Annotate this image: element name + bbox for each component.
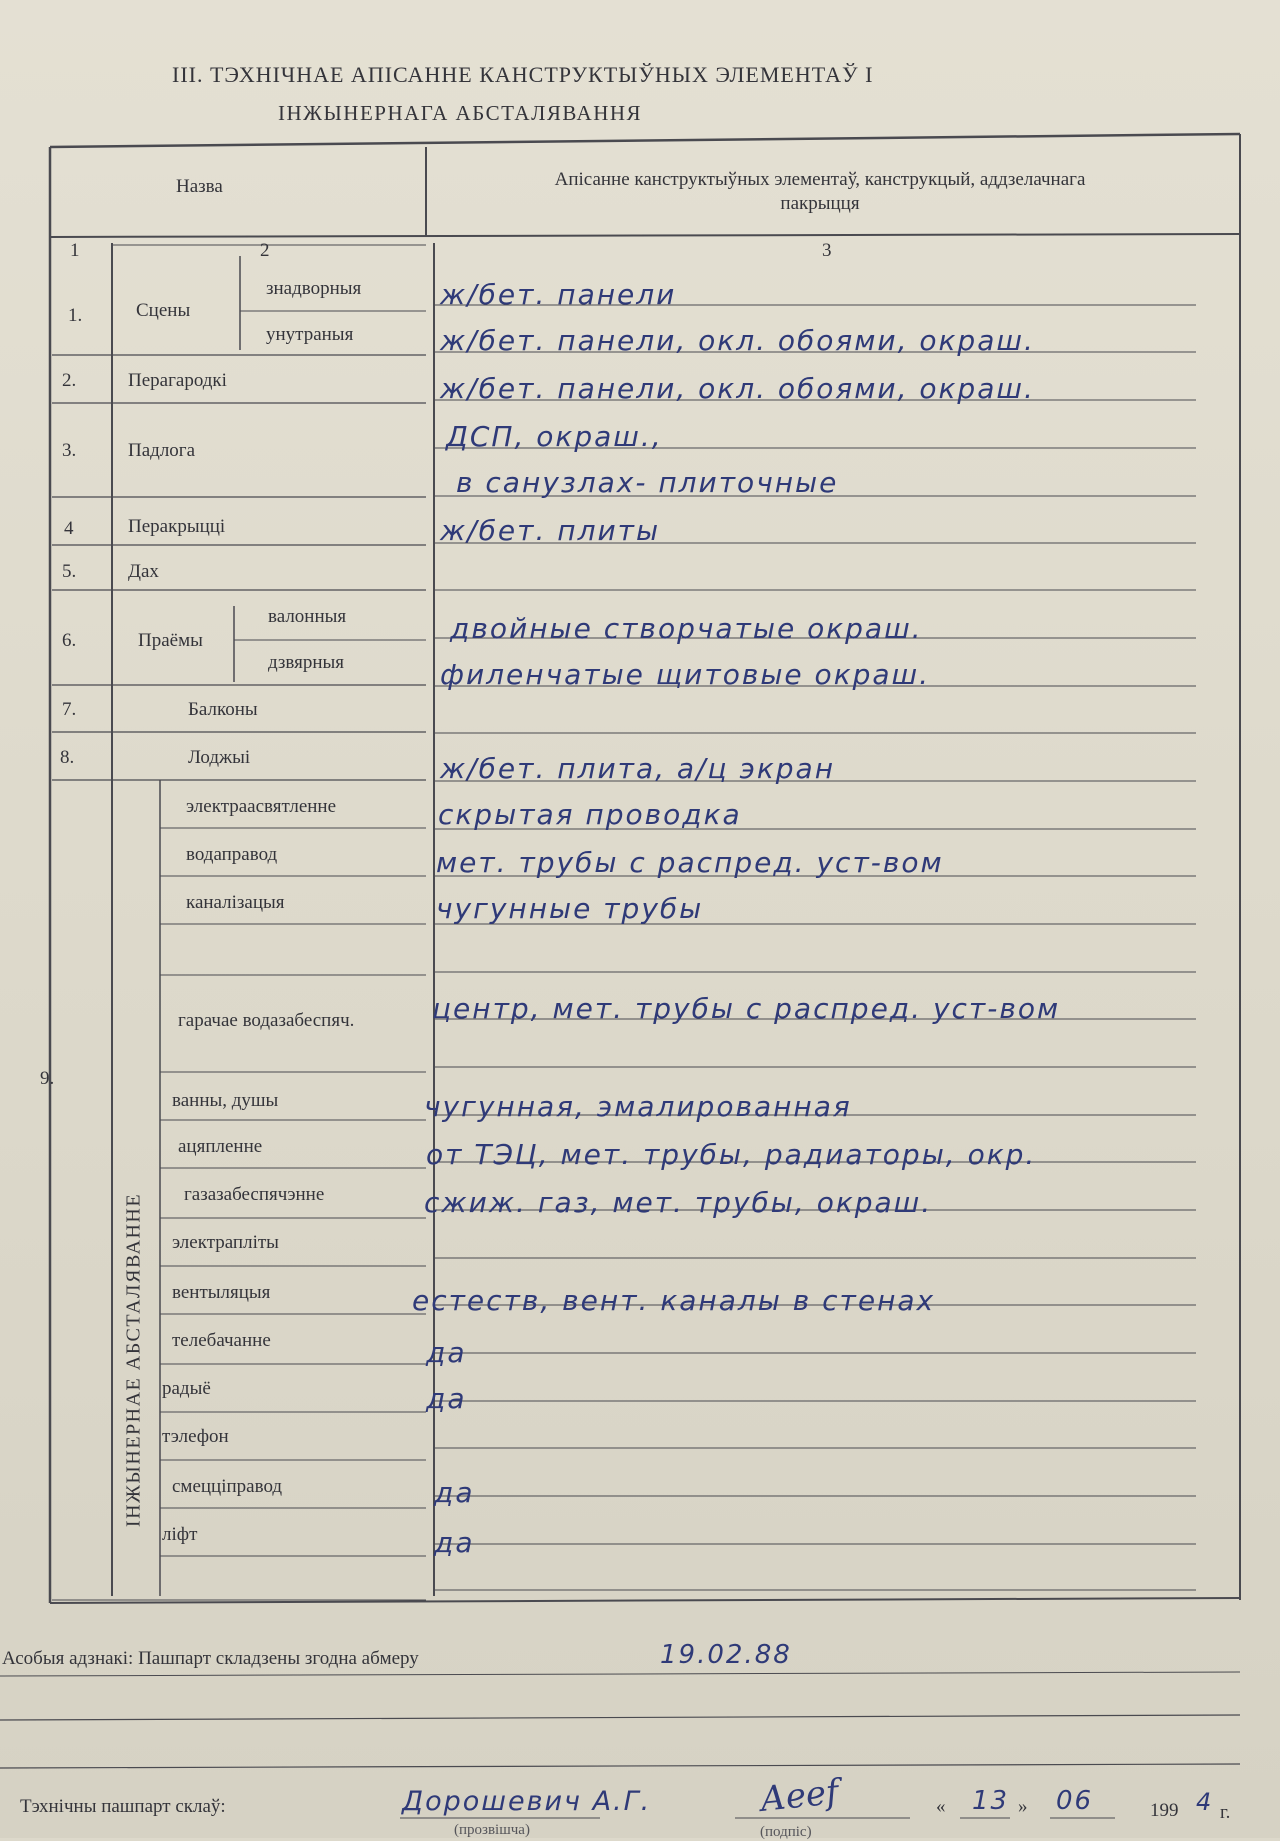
handwritten-entry: двойные створчатые окраш. xyxy=(450,612,923,645)
row-number: 4 xyxy=(64,518,74,539)
row-sublabel: знадворныя xyxy=(266,278,362,299)
handwritten-entry: скрытая проводка xyxy=(438,798,742,831)
equipment-label: смецціправод xyxy=(172,1476,283,1497)
handwritten-entry: от ТЭЦ, мет. трубы, радиаторы, окр. xyxy=(426,1138,1037,1171)
handwritten-entry: ДСП, окраш., xyxy=(446,420,663,453)
handwritten-entry: ж/бет. панели, окл. обоями, окраш. xyxy=(440,324,1035,357)
handwritten-entry: ж/бет. панели xyxy=(440,278,677,311)
handwritten-entry: естеств, вент. каналы в стенах xyxy=(412,1284,936,1317)
row-label-balconies: Балконы xyxy=(188,699,258,720)
date-year-digit: 4 xyxy=(1196,1788,1214,1816)
compiler-name: Дорошевич А.Г. xyxy=(402,1786,652,1817)
handwritten-entry: ж/бет. плита, а/ц экран xyxy=(440,752,836,785)
column-number-3: 3 xyxy=(822,240,832,261)
row-label-walls: Сцены xyxy=(136,300,191,321)
row-number: 9. xyxy=(40,1068,55,1089)
handwritten-entry: мет. трубы с распред. уст-вом xyxy=(436,846,944,879)
handwritten-entry: ж/бет. панели, окл. обоями, окраш. xyxy=(440,372,1035,405)
row-label-loggias: Лоджыі xyxy=(188,747,251,768)
date-open-quote: « xyxy=(936,1796,946,1817)
row-sublabel: унутраныя xyxy=(266,324,354,345)
equipment-label: электрапліты xyxy=(172,1232,279,1253)
engineering-equipment-label: ІНЖЫНЕРНАЕ АБСТАЛЯВАННЕ xyxy=(122,1192,145,1528)
handwritten-entry: да xyxy=(434,1526,475,1559)
compiled-by-label: Тэхнічны пашпарт склаў: xyxy=(20,1796,226,1817)
equipment-label: каналізацыя xyxy=(186,892,285,913)
handwritten-entry: в санузлах- плиточные xyxy=(456,466,839,499)
handwritten-entry: ж/бет. плиты xyxy=(440,514,661,547)
equipment-label: газазабеспячэнне xyxy=(184,1184,325,1205)
row-label-partitions: Перагародкі xyxy=(128,370,227,391)
row-number: 8. xyxy=(60,747,75,768)
equipment-label: водаправод xyxy=(186,844,278,865)
year-suffix: г. xyxy=(1220,1802,1231,1823)
surname-caption: (прозвішча) xyxy=(454,1822,530,1838)
row-number: 1. xyxy=(68,305,83,326)
handwritten-entry: чугунные трубы xyxy=(436,892,704,925)
date-year-prefix: 199 xyxy=(1150,1800,1179,1821)
section-title: III. ТЭХНІЧНАЕ АПІСАННЕ КАНСТРУКТЫЎНЫХ ЭЛЕМЕНТАЎ І xyxy=(172,62,874,87)
handwritten-entry: чугунная, эмалированная xyxy=(424,1090,852,1123)
equipment-label: ацяпленне xyxy=(178,1136,263,1157)
equipment-label: гарачае водазабеспяч. xyxy=(178,1010,355,1031)
special-notes-label: Асобыя адзнакі: Пашпарт складзены згодна абмеру xyxy=(2,1648,419,1669)
column-header-description: Апісанне канструктыўных элементаў, канструкцый, аддзелачнага пакрыцця xyxy=(554,169,1086,214)
row-number: 6. xyxy=(62,630,77,651)
handwritten-entry: центр, мет. трубы с распред. уст-вом xyxy=(432,992,1061,1025)
row-number: 7. xyxy=(62,699,77,720)
handwritten-entry: да xyxy=(426,1336,467,1369)
date-month: 06 xyxy=(1056,1786,1094,1816)
column-header-name: Назва xyxy=(176,176,223,197)
row-sublabel: валонныя xyxy=(268,606,347,627)
column-number-2: 2 xyxy=(260,240,270,261)
row-sublabel: дзвярныя xyxy=(268,652,345,673)
signature-mark: Аеef xyxy=(758,1772,841,1820)
equipment-label: ванны, душы xyxy=(172,1090,279,1111)
handwritten-entry: сжиж. газ, мет. трубы, окраш. xyxy=(424,1186,933,1219)
section-subtitle: ІНЖЫНЕРНАГА АБСТАЛЯВАННЯ xyxy=(278,101,643,125)
equipment-label: радыё xyxy=(162,1378,211,1399)
row-label-roof: Дах xyxy=(128,561,159,582)
row-label-ceilings: Перакрыцці xyxy=(128,516,226,537)
survey-date: 19.02.88 xyxy=(660,1640,792,1670)
row-label-floors: Падлога xyxy=(128,440,196,461)
row-number: 5. xyxy=(62,561,77,582)
equipment-label: вентыляцыя xyxy=(172,1282,271,1303)
handwritten-entry: да xyxy=(426,1382,467,1415)
row-number: 2. xyxy=(62,370,77,391)
column-number-1: 1 xyxy=(70,240,80,261)
date-day: 13 xyxy=(972,1786,1010,1816)
signature-caption: (подпіс) xyxy=(760,1824,812,1840)
equipment-label: электраасвятленне xyxy=(186,796,337,817)
equipment-label: ліфт xyxy=(162,1524,198,1545)
handwritten-entry: филенчатые щитовые окраш. xyxy=(440,658,931,691)
row-label-openings: Праёмы xyxy=(138,630,203,651)
date-close-quote: » xyxy=(1018,1796,1028,1817)
equipment-label: тэлефон xyxy=(162,1426,229,1447)
row-number: 3. xyxy=(62,440,77,461)
handwritten-entry: да xyxy=(434,1476,475,1509)
equipment-label: телебачанне xyxy=(172,1330,271,1351)
